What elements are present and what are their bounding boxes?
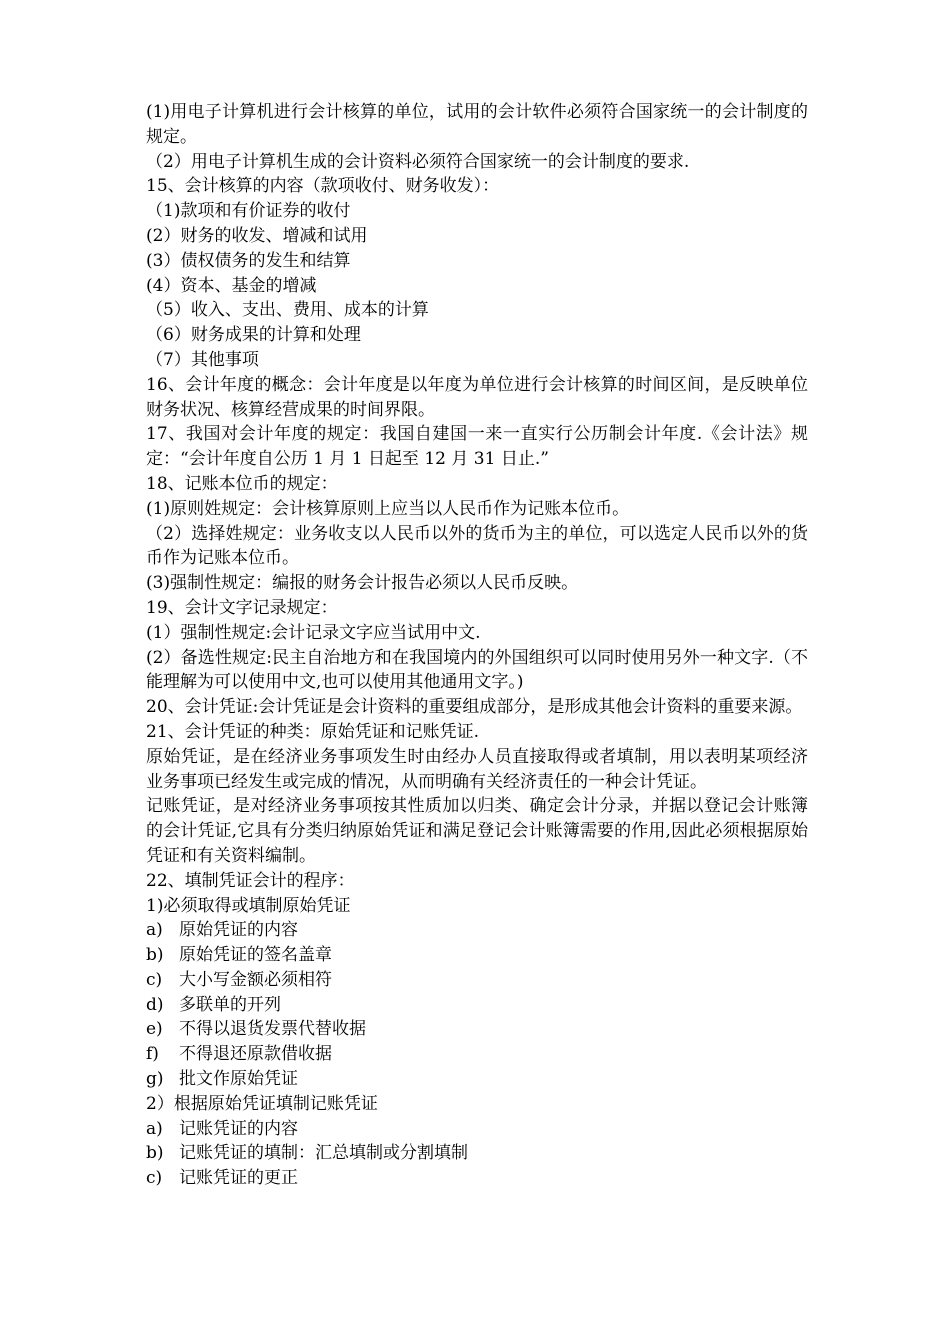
list-marker: c) <box>146 1168 163 1189</box>
list-item <box>146 1166 808 1191</box>
paragraph: （2）用电子计算机生成的会计资料必须符合国家统一的会计制度的要求. <box>146 151 690 172</box>
paragraph: 2）根据原始凭证填制记账凭证 <box>146 1093 378 1114</box>
list-item-text: 原始凭证的签名盖章 <box>179 945 332 966</box>
list-marker: d) <box>146 994 164 1015</box>
list-item-text: 记账凭证的填制：汇总填制或分割填制 <box>179 1143 468 1164</box>
paragraph: (1)原则姓规定：会计核算原则上应当以人民币作为记账本位币。 <box>146 498 630 519</box>
list-item <box>146 1141 808 1166</box>
list-item <box>146 1117 808 1142</box>
paragraph: （7）其他事项 <box>146 349 259 370</box>
list-marker: e) <box>146 1019 163 1040</box>
list-original-voucher <box>146 918 808 1092</box>
section-heading: 15、会计核算的内容（款项收付、财务收发）： <box>146 176 500 197</box>
section-heading: 22、填制凭证会计的程序： <box>146 870 355 891</box>
section-heading: 20、会计凭证:会计凭证是会计资料的重要组成部分，是形成其他会计资料的重要来源。 <box>146 697 803 718</box>
list-item-text: 原始凭证的内容 <box>179 920 298 941</box>
list-item-text: 多联单的开列 <box>179 994 281 1015</box>
list-marker: c) <box>146 969 163 990</box>
section-heading: 21、会计凭证的种类：原始凭证和记账凭证. <box>146 721 480 742</box>
list-marker: f) <box>146 1044 159 1065</box>
paragraph: （5）收入、支出、费用、成本的计算 <box>146 300 429 321</box>
list-item-text: 大小写金额必须相符 <box>179 969 332 990</box>
list-item <box>146 1067 808 1092</box>
list-item <box>146 1017 808 1042</box>
paragraph: （2）选择姓规定：业务收支以人民币以外的货币为主的单位，可以选定人民币以外的货币作为记账本位币。 <box>146 523 808 569</box>
paragraph: (2）财务的收发、增减和试用 <box>146 225 368 246</box>
paragraph: (4）资本、基金的增减 <box>146 275 317 296</box>
paragraph: (1）强制性规定:会计记录文字应当试用中文. <box>146 622 481 643</box>
paragraph: (2）备选性规定:民主自治地方和在我国境内的外国组织可以同时使用另外一种文字.（不能理解为可以使用中文,也可以使用其他通用文字。) <box>146 647 808 693</box>
section-heading: 18、记账本位币的规定： <box>146 473 338 494</box>
list-marker: a) <box>146 920 163 941</box>
list-item-text: 不得退还原款借收据 <box>179 1044 332 1065</box>
list-item <box>146 968 808 993</box>
paragraph: (1)用电子计算机进行会计核算的单位，试用的会计软件必须符合国家统一的会计制度的规定。 <box>146 102 808 147</box>
list-item-text: 记账凭证的更正 <box>179 1168 298 1189</box>
list-marker: b) <box>146 1143 164 1164</box>
list-marker: a) <box>146 1118 163 1139</box>
paragraph: （1)款项和有价证券的收付 <box>146 201 351 222</box>
paragraph: 1)必须取得或填制原始凭证 <box>146 895 351 916</box>
paragraph: (3)强制性规定：编报的财务会计报告必须以人民币反映。 <box>146 573 579 594</box>
list-item <box>146 943 808 968</box>
paragraph: 原始凭证，是在经济业务事项发生时由经办人员直接取得或者填制，用以表明某项经济业务事项已经发生或完成的情况，从而明确有关经济责任的一种会计凭证。 <box>146 746 808 792</box>
paragraph: 记账凭证，是对经济业务事项按其性质加以归类、确定会计分录，并据以登记会计账簿的会计凭证,它具有分类归纳原始凭证和满足登记会计账簿需要的作用,因此必须根据原始凭证和有关资料编制。 <box>146 796 808 866</box>
list-item-text: 不得以退货发票代替收据 <box>179 1019 366 1040</box>
list-item <box>146 1042 808 1067</box>
list-item-text: 记账凭证的内容 <box>179 1118 298 1139</box>
section-heading: 19、会计文字记录规定： <box>146 597 338 618</box>
document-body <box>146 100 808 1191</box>
paragraph: （6）财务成果的计算和处理 <box>146 325 361 346</box>
list-accounting-voucher <box>146 1117 808 1191</box>
list-item <box>146 918 808 943</box>
paragraph: (3）债权债务的发生和结算 <box>146 250 351 271</box>
list-marker: g) <box>146 1069 164 1090</box>
list-item-text: 批文作原始凭证 <box>179 1069 298 1090</box>
section-heading: 16、会计年度的概念：会计年度是以年度为单位进行会计核算的时间区间，是反映单位财务状况、核算经营成果的时间界限。 <box>146 374 808 420</box>
section-heading: 17、我国对会计年度的规定：我国自建国一来一直实行公历制会计年度.《会计法》规定：“会计年度自公历 1 月 1 日起至 12 月 31 日止.” <box>146 424 808 470</box>
list-item <box>146 993 808 1018</box>
list-marker: b) <box>146 945 164 966</box>
